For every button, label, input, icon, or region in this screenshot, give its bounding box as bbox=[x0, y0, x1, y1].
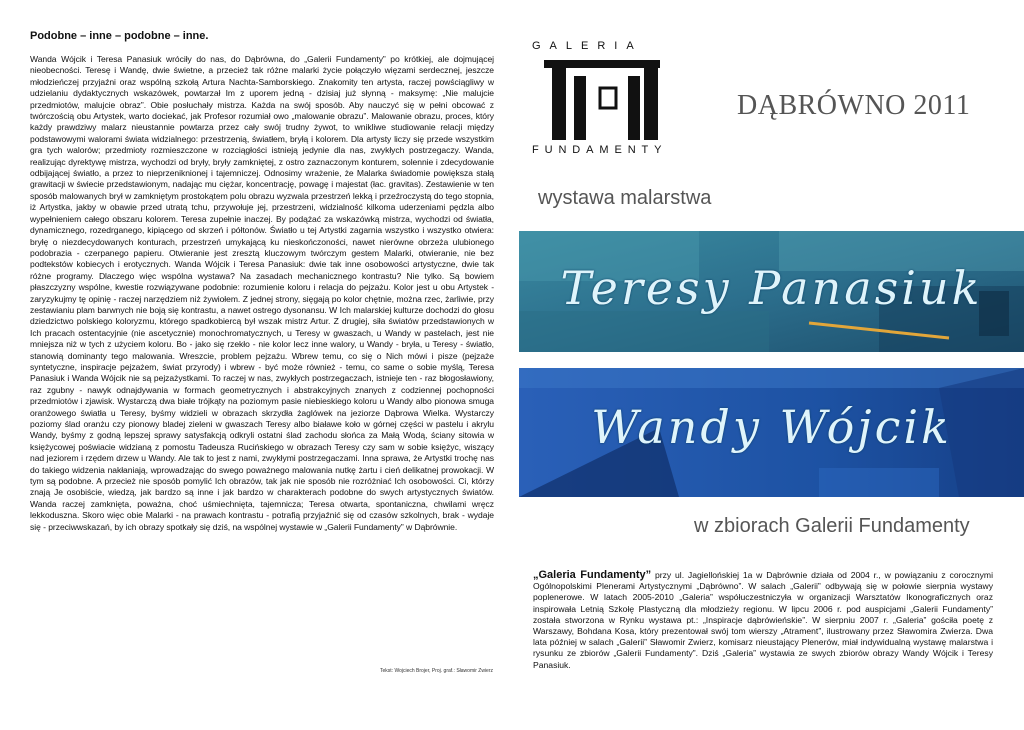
logo-bottom-text: FUNDAMENTY bbox=[532, 144, 668, 156]
collection-label: w zbiorach Galerii Fundamenty bbox=[694, 515, 970, 537]
artist-name-wanda: Wandy Wójcik bbox=[591, 400, 952, 454]
gallery-info-paragraph bbox=[533, 570, 993, 671]
artist-banner-teresa bbox=[519, 231, 1024, 352]
artist-name-teresa: Teresy Panasiuk bbox=[560, 261, 983, 315]
logo-top-text: GALERIA bbox=[532, 40, 643, 52]
city-year-heading: DĄBRÓWNO 2011 bbox=[737, 90, 971, 121]
artist-banner-wanda bbox=[519, 368, 1024, 497]
essay-title: Podobne – inne – podobne – inne. bbox=[30, 30, 209, 42]
gallery-logo bbox=[532, 40, 672, 160]
exhibition-label: wystawa malarstwa bbox=[538, 187, 712, 209]
essay-credit: Tekst: Wojciech Brojer, Proj. graf.: Sławomir Zwierz bbox=[380, 668, 493, 674]
logo-mark-icon bbox=[544, 58, 660, 142]
gallery-info-body: przy ul. Jagiellońskiej 1a w Dąbrównie działa od 2004 r., w powiązaniu z corocznymi Ogólnopolskimi Plenerami Artystycznymi „Dąbrówno”. W salach „Galerii” odbywają się w połowie sierpnia wystawy poplenerowe. W latach 2005-2010 „Galeria” współuczestniczyła w organizacji Warsztatów Ikonograficznych oraz inspirowała Letnią Szkołę Plastyczną dla młodzieży regionu. W lipcu 2006 r. pod auspicjami „Galerii Fundamenty” została stworzona w Rynku wystawa pt.: „Inspiracje dąbrówieńskie”. W sierpniu 2007 r. „Galeria” gościła poetę z Warszawy, Bohdana Kosa, który prezentował swój tom wierszy „Atrament”, ilustrowany przez Sławomira Zwierza. Dwa lata później w salach „Galerii” Sławomir Zwierz, komisarz nieustający Plenerów, miał indywidualną wystawę malarstwa i rysunku ze zbiorów „Galerii Fundamenty”. Dziś „Galeria” wystawia ze swych zbiorów obrazy Wandy Wójcik i Teresy Panasiuk. bbox=[533, 570, 993, 670]
essay-body: Wanda Wójcik i Teresa Panasiuk wróciły do nas, do Dąbrówna, do „Galerii Fundamenty” po krótkiej, ale dojmującej nieobecności. Teresę i Wandę, dwie świetne, a przecież tak różne malarki życie połączyło więzami serdecznej, jeszcze młodzieńczej przyjaźni oraz wspólną szkołą Artura Nachta-Samborskiego. Znakomity ten artysta, raczej powściągliwy w udzielaniu dydaktycznych wskazówek, powtarzał Im z uporem jedną - dzisiaj już słynną - maksymę: „Nie malujcie przedmiotów, malujcie obraz”. Obie posłuchały mistrza. Każda na swój sposób. Aby nauczyć się w pełni obcować z twórczością obu Artystek, warto dociekać, jak Profesor rozumiał owo „malowanie obrazu”. Malowanie obrazu, proces, który każdy prawdziwy malarz nieustannie powtarza przez cały swój trudny żywot, to wnikliwe studiowanie relacji między podstawowymi walorami świata widzialnego: przestrzenią, światłem, bryłą i kolorem. Dla artysty liczy się przede wszystkim gra tych walorów; przedmioty rozmieszczone w rozciągłości istnieją jedynie dla nas, zwykłych postrzegaczy. Wanda, realizując dyrektywę mistrza, wychodzi od bryły, bryły zamkniętej, z ostro zaznaczonym konturem, solennie i zdecydowanie odbijającej światło, a przez to nieprzeniknionej i tajemniczej. Odnosimy wrażenie, że Malarka świadomie powiększa stałą grawitacji w świecie przedstawionym, nadając mu ciężar, koncentrację, powagę i majestat (łac. gravitas). Zestawienie w ten sposób malowanych brył w zamkniętym prostokątem polu obrazu wyzwala przestrzeń lekką i przeźroczystą do tego stopnia, iż Artystka, jakby w obawie przed utratą tchu, przywołuje jej, przestrzeni, widzialność kilkoma uderzeniami pędzla albo wypełnieniem całego obszaru kolorem. Teresa zupełnie inaczej. By podążać za wskazówką mistrza, wychodzi od światła, dynamicznego, rozedrganego, kipiącego od skrzeń i półtonów. Światło u tej Artystki zagarnia wszystko i wszystko otwiera: bryłę o niezdecydowanych konturach, przestrzeń umykającą ku nieskończoności, nawet nierówne obrzeża ulubionego podobrazia - czerpanego papieru. Otwieranie jest zresztą kluczowym twórczym gestem Malarki, otwieranie, nie bez podtekstów kobiecych i erotycznych. Wanda Wójcik i Teresa Panasiuk: dwie tak inne osobowości artystyczne, dwie tak różne programy. Dlaczego więc wspólna wystawa? Na zasadach mechanicznego kontrastu? Nie tylko. Są bowiem płaszczyzny wspólne, kwestie rozwiązywane podobnie: rozumienie koloru i relacja do pejzażu. Kolor jest u obu Artystek - zaryzykujmy tę opinię - raczej narzędziem niż żywiołem. Z jednej strony, sięgają po kolor chętnie, można rzec, żarliwie, przy zestawianiu plam barwnych nie boją się kontrastu, a nawet ostrego dysonansu. W Ich malarskiej kulturze dochodzi do głosu dziedzictwo polskiego koloryzmu, którego spadkobiercą był wszak mistrz Artur. Z drugiej, siła światów przedstawionych w Ich pracach ostentacyjnie (nie ascetycznie) monochromatycznych, u Teresy w gwaszach, u Wandy w pastelach, jest nie mniejsza niż w tych z użyciem koloru. Bo - jako się rzekło - nie kolor lecz inne walory, u Wandy - bryła, u Teresy - światło, stanowią dominanty tego malowania. Wreszcie, problem pejzażu. Wbrew temu, co się o Nich mówi i pisze (pejzaże syntetyczne, inspiracje pejzażem, świat przyrody) i wbrew - być może również - temu, co same o sobie myślą, Teresa Panasiuk i Wanda Wójcik nie są pejzażystkami. To raczej w nas, zwykłych postrzegaczach, istnieje ten - raz błogosławiony, raz zgubny - nawyk odnajdywania w formach geometrycznych i abstrakcyjnych znanych z codziennej pochopności przedmiotów i zjawisk. Wystarczą dwa białe trójkąty na poziomym pasie niebieskiego koloru u Wandy albo pionowa smuga oranżowego światła u Teresy, byśmy widzieli w obrazach skrzydła żaglówek na jeziorze Dąbrowa Wielka. Wystarczy poziomy ślad oranżu czy pionowy bladej zieleni w gwaszach Teresy albo białawe koło w górnej części w pastelu i akrylu Wandy, byśmy z godną lepszej sprawy satysfakcją odkryli ostatni ślad zachodu słońca za Małą Wodą, ściany sitowia w księżycowej poświacie widzianą z pomostu Tadeusza Rucińskiego w obrazach Teresy czy sam w sobie księżyc, wiszący nad jeziorem i rzędem drzew u Wandy. Ale tak to jest z nami, zwykłymi postrzegaczami. Inna sprawa, że Artystki trochę nas do takiego widzenia nakłaniają, wprowadzając do swego poważnego malowania nutkę żartu i cień delikatnej prowokacji. W tym są podobne. A przecież nie sposób pomylić Ich obrazów, tak jak nie sposób nie rozróżniać Ich osobowości. Ci, którzy znają Je osobiście, wiedzą, jak bardzo są inne i jak bardzo w charakterach podobne do swych artystycznych światów. Wanda raczej zamknięta, poważna, choć uśmiechnięta, tajemnicza; Teresa otwarta, spontaniczna, chwilami wręcz lekkoduszna. Skoro więc obie Malarki - na prawach kontrastu - potrafią przyjaźnić się od czasów szkolnych, brak - wydaje się - przeciwwskazań, by ich obrazy spotkały się dziś, na wspólnej wystawie w „Galerii Fundamenty” w Dąbrównie. bbox=[30, 54, 494, 532]
essay-column bbox=[30, 30, 494, 533]
gallery-name-lead: „Galeria Fundamenty” bbox=[533, 569, 652, 581]
